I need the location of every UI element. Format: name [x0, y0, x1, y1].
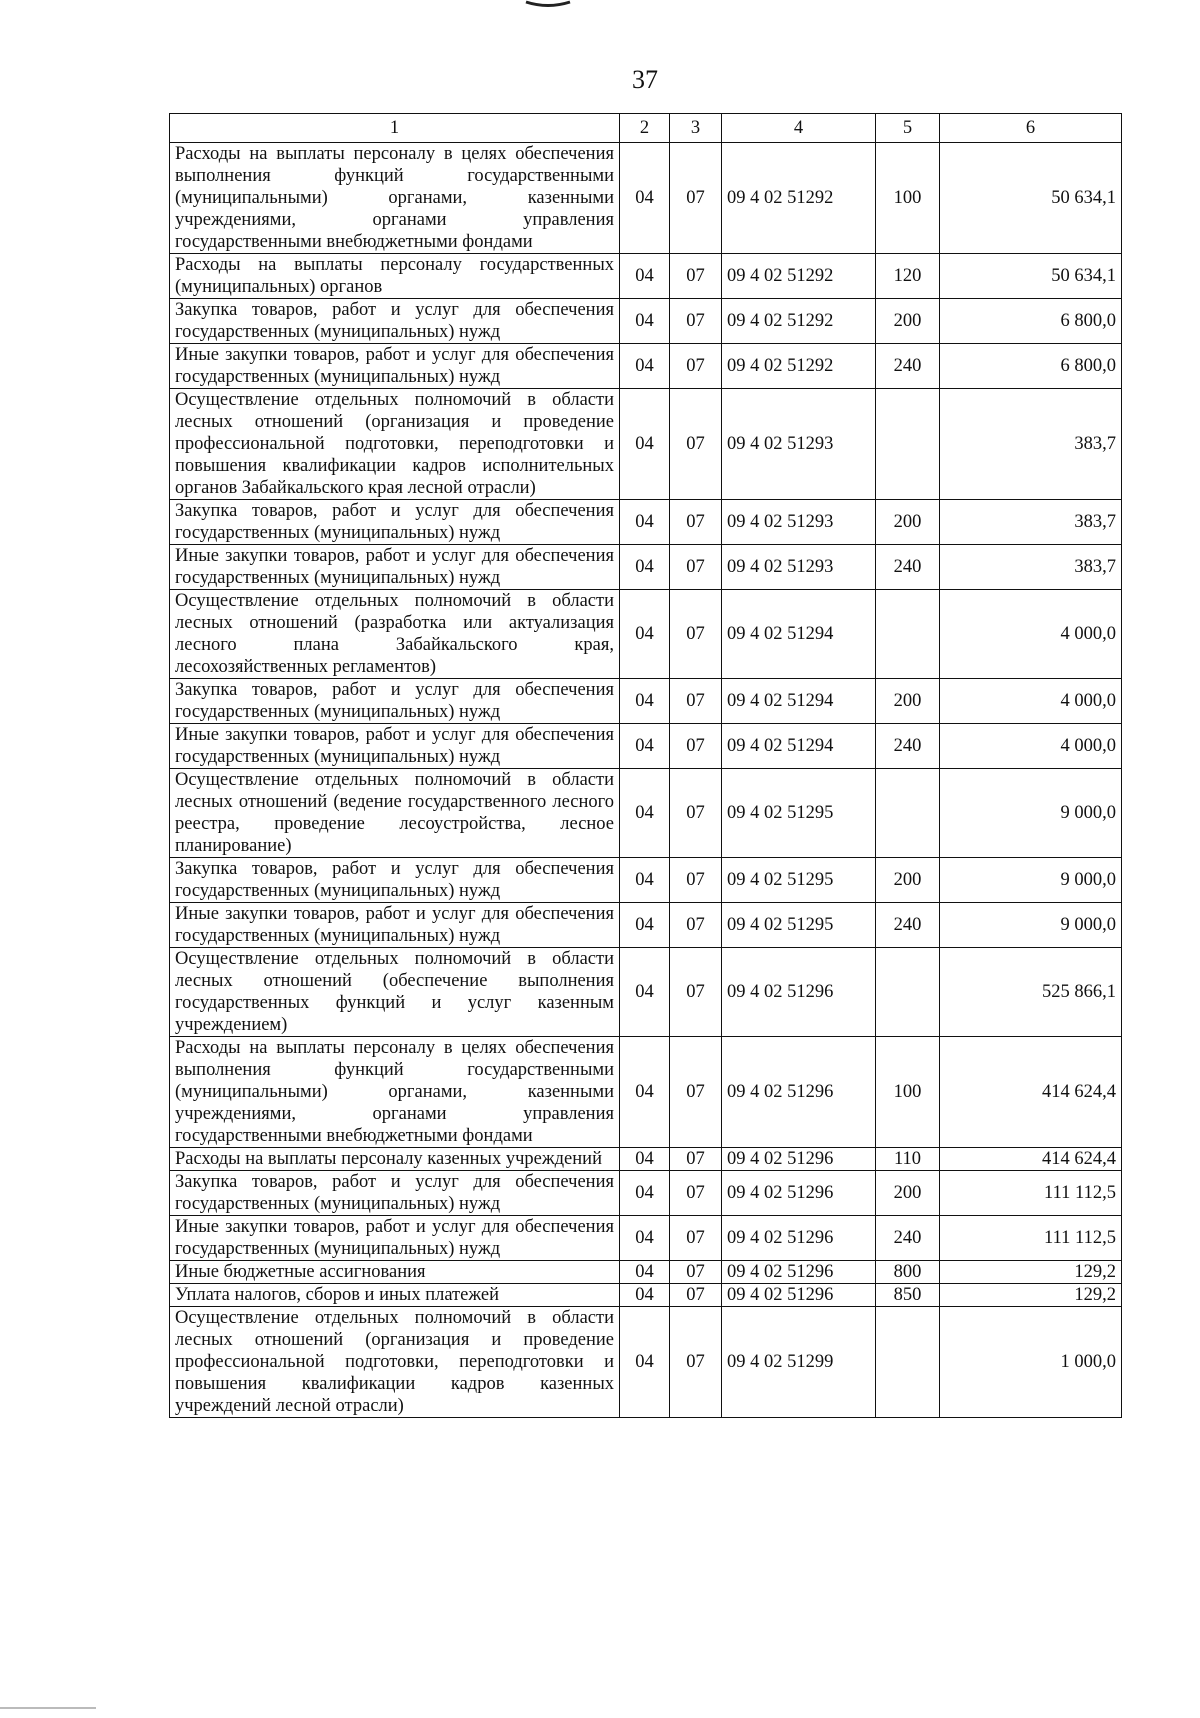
row-pr: 07 — [670, 545, 722, 590]
row-sum: 129,2 — [940, 1284, 1122, 1307]
row-rz: 04 — [620, 769, 670, 858]
row-csr: 09 4 02 51292 — [722, 254, 876, 299]
row-pr: 07 — [670, 590, 722, 679]
row-name: Закупка товаров, работ и услуг для обеспечения государственных (муниципальных) нужд — [170, 1171, 620, 1216]
row-sum: 6 800,0 — [940, 344, 1122, 389]
row-csr: 09 4 02 51295 — [722, 858, 876, 903]
row-sum: 50 634,1 — [940, 254, 1122, 299]
table-row — [170, 1216, 1122, 1261]
row-csr: 09 4 02 51294 — [722, 724, 876, 769]
row-vr: 240 — [876, 724, 940, 769]
row-name: Расходы на выплаты персоналу в целях обеспечения выполнения функций государственными (муниципальными) органами, казенными учреждениями, органами управления государственными внебюджетными фондами — [170, 1037, 620, 1148]
row-rz: 04 — [620, 679, 670, 724]
row-pr: 07 — [670, 500, 722, 545]
row-sum: 383,7 — [940, 545, 1122, 590]
row-pr: 07 — [670, 1148, 722, 1171]
table-row — [170, 1171, 1122, 1216]
row-sum: 383,7 — [940, 500, 1122, 545]
row-name: Иные закупки товаров, работ и услуг для обеспечения государственных (муниципальных) нужд — [170, 903, 620, 948]
row-rz: 04 — [620, 903, 670, 948]
row-name: Осуществление отдельных полномочий в области лесных отношений (ведение государственного лесного реестра, проведение лесоустройства, лесное планирование) — [170, 769, 620, 858]
row-csr: 09 4 02 51294 — [722, 590, 876, 679]
row-csr: 09 4 02 51293 — [722, 389, 876, 500]
table-row — [170, 769, 1122, 858]
row-rz: 04 — [620, 1216, 670, 1261]
row-rz: 04 — [620, 724, 670, 769]
row-name: Закупка товаров, работ и услуг для обеспечения государственных (муниципальных) нужд — [170, 679, 620, 724]
row-vr: 240 — [876, 1216, 940, 1261]
row-vr: 120 — [876, 254, 940, 299]
row-rz: 04 — [620, 254, 670, 299]
table-row — [170, 858, 1122, 903]
table-row — [170, 1307, 1122, 1418]
row-vr: 240 — [876, 903, 940, 948]
row-csr: 09 4 02 51296 — [722, 948, 876, 1037]
row-pr: 07 — [670, 1261, 722, 1284]
row-sum: 414 624,4 — [940, 1037, 1122, 1148]
table-row — [170, 1148, 1122, 1171]
row-pr: 07 — [670, 1037, 722, 1148]
row-pr: 07 — [670, 143, 722, 254]
row-name: Иные закупки товаров, работ и услуг для обеспечения государственных (муниципальных) нужд — [170, 1216, 620, 1261]
row-sum: 50 634,1 — [940, 143, 1122, 254]
row-name: Расходы на выплаты персоналу в целях обеспечения выполнения функций государственными (муниципальными) органами, казенными учреждениями, органами управления государственными внебюджетными фондами — [170, 143, 620, 254]
row-rz: 04 — [620, 1307, 670, 1418]
row-name: Закупка товаров, работ и услуг для обеспечения государственных (муниципальных) нужд — [170, 858, 620, 903]
scan-edge-rule — [0, 1707, 96, 1709]
row-vr — [876, 590, 940, 679]
table-row — [170, 344, 1122, 389]
row-vr: 850 — [876, 1284, 940, 1307]
row-pr: 07 — [670, 344, 722, 389]
row-name: Осуществление отдельных полномочий в области лесных отношений (разработка или актуализация лесного плана Забайкальского края, лесохозяйственных регламентов) — [170, 590, 620, 679]
row-vr: 200 — [876, 1171, 940, 1216]
table-row — [170, 679, 1122, 724]
row-csr: 09 4 02 51295 — [722, 769, 876, 858]
row-sum: 111 112,5 — [940, 1171, 1122, 1216]
table-row — [170, 590, 1122, 679]
row-vr: 110 — [876, 1148, 940, 1171]
row-rz: 04 — [620, 389, 670, 500]
row-vr: 200 — [876, 858, 940, 903]
row-vr: 100 — [876, 143, 940, 254]
row-rz: 04 — [620, 143, 670, 254]
row-csr: 09 4 02 51292 — [722, 143, 876, 254]
row-csr: 09 4 02 51299 — [722, 1307, 876, 1418]
row-csr: 09 4 02 51296 — [722, 1261, 876, 1284]
row-sum: 9 000,0 — [940, 769, 1122, 858]
row-pr: 07 — [670, 1307, 722, 1418]
row-pr: 07 — [670, 389, 722, 500]
row-csr: 09 4 02 51292 — [722, 344, 876, 389]
header-col-6: 6 — [940, 114, 1122, 143]
table-row — [170, 143, 1122, 254]
row-csr: 09 4 02 51296 — [722, 1148, 876, 1171]
row-rz: 04 — [620, 948, 670, 1037]
row-name: Иные закупки товаров, работ и услуг для обеспечения государственных (муниципальных) нужд — [170, 724, 620, 769]
row-pr: 07 — [670, 769, 722, 858]
table-row — [170, 1261, 1122, 1284]
row-rz: 04 — [620, 500, 670, 545]
row-pr: 07 — [670, 903, 722, 948]
table-row — [170, 724, 1122, 769]
table-header-row — [170, 114, 1122, 143]
row-name: Осуществление отдельных полномочий в области лесных отношений (обеспечение выполнения государственных функций и услуг казенным учреждением) — [170, 948, 620, 1037]
row-vr: 200 — [876, 500, 940, 545]
row-vr: 240 — [876, 545, 940, 590]
row-rz: 04 — [620, 1148, 670, 1171]
table-row — [170, 903, 1122, 948]
header-col-4: 4 — [722, 114, 876, 143]
row-csr: 09 4 02 51296 — [722, 1171, 876, 1216]
row-vr — [876, 389, 940, 500]
row-csr: 09 4 02 51296 — [722, 1037, 876, 1148]
row-vr — [876, 1307, 940, 1418]
row-rz: 04 — [620, 299, 670, 344]
table-row — [170, 545, 1122, 590]
table-row — [170, 1284, 1122, 1307]
row-csr: 09 4 02 51292 — [722, 299, 876, 344]
row-rz: 04 — [620, 1261, 670, 1284]
header-col-3: 3 — [670, 114, 722, 143]
table-row — [170, 1037, 1122, 1148]
row-pr: 07 — [670, 1284, 722, 1307]
row-csr: 09 4 02 51293 — [722, 500, 876, 545]
row-rz: 04 — [620, 545, 670, 590]
header-col-2: 2 — [620, 114, 670, 143]
row-name: Расходы на выплаты персоналу казенных учреждений — [170, 1148, 620, 1171]
table-row — [170, 948, 1122, 1037]
header-col-1: 1 — [170, 114, 620, 143]
page-number: 37 — [632, 65, 658, 94]
row-vr: 200 — [876, 299, 940, 344]
table-row — [170, 389, 1122, 500]
row-vr — [876, 948, 940, 1037]
row-sum: 4 000,0 — [940, 679, 1122, 724]
row-vr — [876, 769, 940, 858]
row-vr: 200 — [876, 679, 940, 724]
row-name: Закупка товаров, работ и услуг для обеспечения государственных (муниципальных) нужд — [170, 500, 620, 545]
row-sum: 111 112,5 — [940, 1216, 1122, 1261]
budget-table — [169, 113, 1122, 1418]
row-rz: 04 — [620, 590, 670, 679]
scan-artifact-mark — [524, 0, 572, 8]
row-name: Осуществление отдельных полномочий в области лесных отношений (организация и проведение профессиональной подготовки, переподготовки и повышения квалификации кадров исполнительных органов Забайкальского края лесной отрасли) — [170, 389, 620, 500]
row-csr: 09 4 02 51296 — [722, 1284, 876, 1307]
row-sum: 414 624,4 — [940, 1148, 1122, 1171]
row-name: Иные бюджетные ассигнования — [170, 1261, 620, 1284]
table-row — [170, 500, 1122, 545]
table-row — [170, 254, 1122, 299]
row-csr: 09 4 02 51294 — [722, 679, 876, 724]
row-sum: 1 000,0 — [940, 1307, 1122, 1418]
row-name: Иные закупки товаров, работ и услуг для обеспечения государственных (муниципальных) нужд — [170, 545, 620, 590]
row-sum: 9 000,0 — [940, 903, 1122, 948]
table-row — [170, 299, 1122, 344]
row-name: Иные закупки товаров, работ и услуг для обеспечения государственных (муниципальных) нужд — [170, 344, 620, 389]
row-sum: 525 866,1 — [940, 948, 1122, 1037]
row-pr: 07 — [670, 1171, 722, 1216]
row-pr: 07 — [670, 1216, 722, 1261]
row-name: Закупка товаров, работ и услуг для обеспечения государственных (муниципальных) нужд — [170, 299, 620, 344]
row-sum: 129,2 — [940, 1261, 1122, 1284]
row-csr: 09 4 02 51293 — [722, 545, 876, 590]
row-sum: 383,7 — [940, 389, 1122, 500]
row-vr: 800 — [876, 1261, 940, 1284]
row-name: Осуществление отдельных полномочий в области лесных отношений (организация и проведение профессиональной подготовки, переподготовки и повышения квалификации кадров казенных учреждений лесной отрасли) — [170, 1307, 620, 1418]
row-pr: 07 — [670, 858, 722, 903]
row-rz: 04 — [620, 1284, 670, 1307]
row-vr: 240 — [876, 344, 940, 389]
row-rz: 04 — [620, 1171, 670, 1216]
row-sum: 9 000,0 — [940, 858, 1122, 903]
row-pr: 07 — [670, 254, 722, 299]
row-vr: 100 — [876, 1037, 940, 1148]
header-col-5: 5 — [876, 114, 940, 143]
row-csr: 09 4 02 51295 — [722, 903, 876, 948]
row-pr: 07 — [670, 948, 722, 1037]
row-pr: 07 — [670, 679, 722, 724]
row-rz: 04 — [620, 858, 670, 903]
row-pr: 07 — [670, 724, 722, 769]
row-csr: 09 4 02 51296 — [722, 1216, 876, 1261]
row-sum: 4 000,0 — [940, 590, 1122, 679]
row-name: Расходы на выплаты персоналу государственных (муниципальных) органов — [170, 254, 620, 299]
row-pr: 07 — [670, 299, 722, 344]
row-rz: 04 — [620, 1037, 670, 1148]
row-rz: 04 — [620, 344, 670, 389]
row-sum: 6 800,0 — [940, 299, 1122, 344]
row-name: Уплата налогов, сборов и иных платежей — [170, 1284, 620, 1307]
row-sum: 4 000,0 — [940, 724, 1122, 769]
